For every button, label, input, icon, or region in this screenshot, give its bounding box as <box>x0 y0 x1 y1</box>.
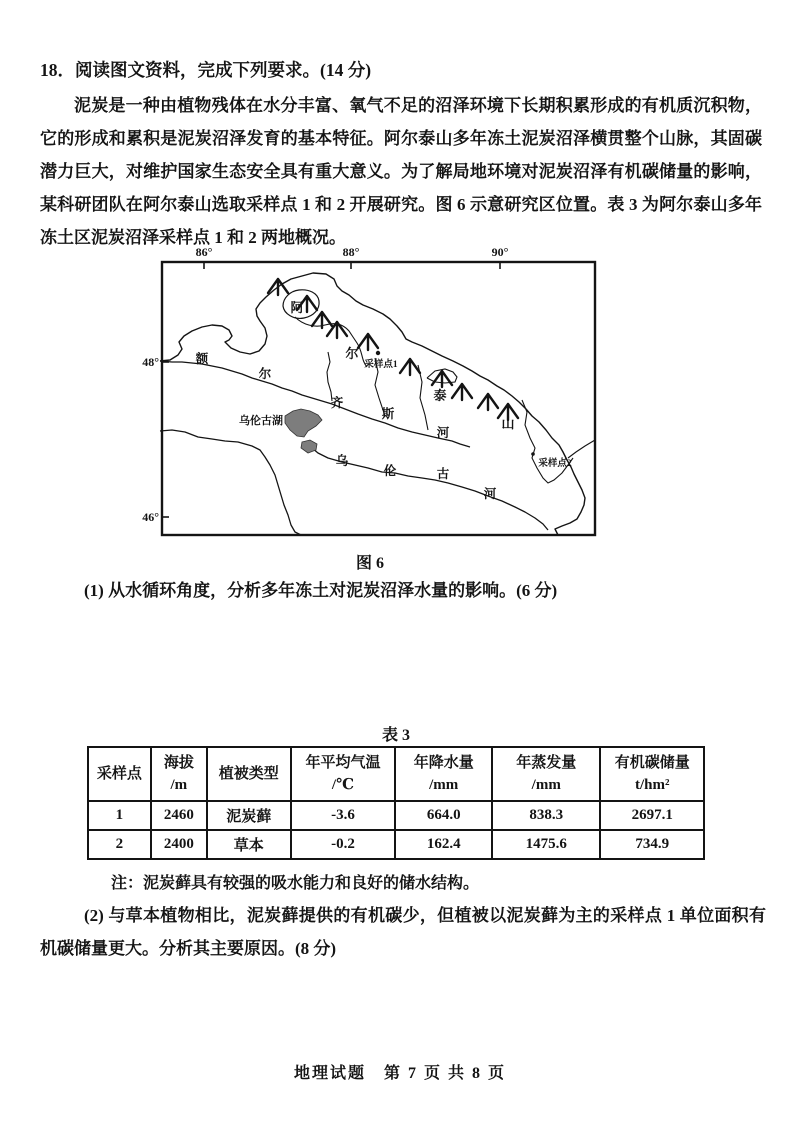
cell-evaporation: 838.3 <box>492 801 600 830</box>
col-header-vegetation: 植被类型 <box>207 747 291 801</box>
table-row <box>88 830 704 859</box>
mountain-symbol <box>432 371 452 387</box>
figure-6-map <box>135 240 605 545</box>
cell-vegetation: 泥炭藓 <box>207 801 291 830</box>
east-boundary-line <box>568 440 595 458</box>
cell-evaporation: 1475.6 <box>492 830 600 859</box>
lat-label-46: 46° <box>142 510 159 524</box>
question-18-heading: 18．阅读图文资料，完成下列要求。(14 分) <box>40 60 372 80</box>
cell-site: 1 <box>88 801 151 830</box>
tributary-line <box>327 352 332 401</box>
lon-label-90: 90° <box>491 245 509 259</box>
cell-elevation: 2400 <box>151 830 207 859</box>
mountain-name-char: 阿 <box>290 300 304 315</box>
lon-label-88: 88° <box>342 245 360 259</box>
irtysh-river-char: 齐 <box>330 396 344 410</box>
table-header-row <box>88 747 704 801</box>
site-2-label: 采样点2 <box>538 459 572 469</box>
altai-region-map <box>135 240 605 545</box>
cell-precipitation: 664.0 <box>395 801 492 830</box>
question-2: (2) 与草本植物相比，泥炭藓提供的有机碳少，但植被以泥炭藓为主的采样点 1 单位面积有机碳储量更大。分析其主要原因。(8 分) <box>40 906 766 958</box>
cell-carbon: 734.9 <box>600 830 704 859</box>
irtysh-river-line <box>160 361 470 447</box>
lat-label-48: 48° <box>142 355 159 369</box>
table-3 <box>87 746 705 860</box>
cell-site: 2 <box>88 830 151 859</box>
mountain-name-char: 泰 <box>433 388 447 403</box>
ulungur-lake <box>285 409 322 437</box>
mountain-name-char: 山 <box>501 416 515 431</box>
table-3-caption: 表 3 <box>381 727 410 744</box>
mountain-symbol <box>400 359 420 375</box>
site-1-marker <box>376 351 380 355</box>
cell-carbon: 2697.1 <box>600 801 704 830</box>
ulungur-river-char: 古 <box>436 467 450 481</box>
table-note: 注：泥炭藓具有较强的吸水能力和良好的储水结构。 <box>111 875 480 892</box>
col-header-precipitation: 年降水量 /mm <box>395 747 492 801</box>
ulungur-river-char: 伦 <box>383 464 397 478</box>
col-header-carbon: 有机碳储量 t/hm² <box>600 747 704 801</box>
cell-temperature: -3.6 <box>291 801 396 830</box>
region-boundary-line <box>160 273 585 535</box>
cell-temperature: -0.2 <box>291 830 396 859</box>
lon-label-86: 86° <box>195 245 213 259</box>
tributary-line <box>418 365 428 430</box>
cell-precipitation: 162.4 <box>395 830 492 859</box>
mountain-name-char: 尔 <box>345 346 359 361</box>
lake-label: 乌伦古湖 <box>239 415 283 427</box>
cell-elevation: 2460 <box>151 801 207 830</box>
question-18-intro-paragraph: 泥炭是一种由植物残体在水分丰富、氧气不足的沼泽环境下长期积累形成的有机质沉积物，它的形成和累积是泥炭沼泽发育的基本特征。阿尔泰山多年冻土泥炭沼泽横贯整个山脉，其固碳潜力巨大，对维护国家生态安全具有重大意义。为了解局地环境对泥炭沼泽有机碳储量的影响，某科研团队在阿尔泰山选取采样点 1 和 2 开展研究。图 6 示意研究区位置。表 3 为阿尔泰山多年冻土区泥炭沼泽采样点 1 和 2 两地概况。 <box>40 96 762 247</box>
irtysh-river-char: 斯 <box>381 407 395 421</box>
mountain-symbol <box>452 384 472 400</box>
small-lake <box>301 440 317 453</box>
col-header-temperature: 年平均气温 /℃ <box>291 747 396 801</box>
page-footer: 地理试题 第 7 页 共 8 页 <box>293 1065 506 1082</box>
question-1: (1) 从水循环角度，分析多年冻土对泥炭沼泽水量的影响。(6 分) <box>84 581 558 600</box>
southwest-boundary-line <box>160 430 301 535</box>
figure-6-caption: 图 6 <box>355 555 384 572</box>
mountain-symbol <box>478 394 498 410</box>
site-2-marker <box>531 452 535 456</box>
ulungur-river-char: 乌 <box>335 454 349 468</box>
table-row <box>88 801 704 830</box>
col-header-evaporation: 年蒸发量 /mm <box>492 747 600 801</box>
site-1-label: 采样点1 <box>364 360 398 370</box>
irtysh-river-char: 额 <box>195 352 209 366</box>
col-header-site: 采样点 <box>88 747 151 801</box>
map-frame <box>162 262 595 535</box>
ulungur-river-char: 河 <box>483 487 497 501</box>
mountain-symbol <box>358 334 378 350</box>
col-header-elevation: 海拔 /m <box>151 747 207 801</box>
cell-vegetation: 草本 <box>207 830 291 859</box>
irtysh-river-char: 尔 <box>258 367 272 381</box>
irtysh-river-char: 河 <box>436 426 450 440</box>
